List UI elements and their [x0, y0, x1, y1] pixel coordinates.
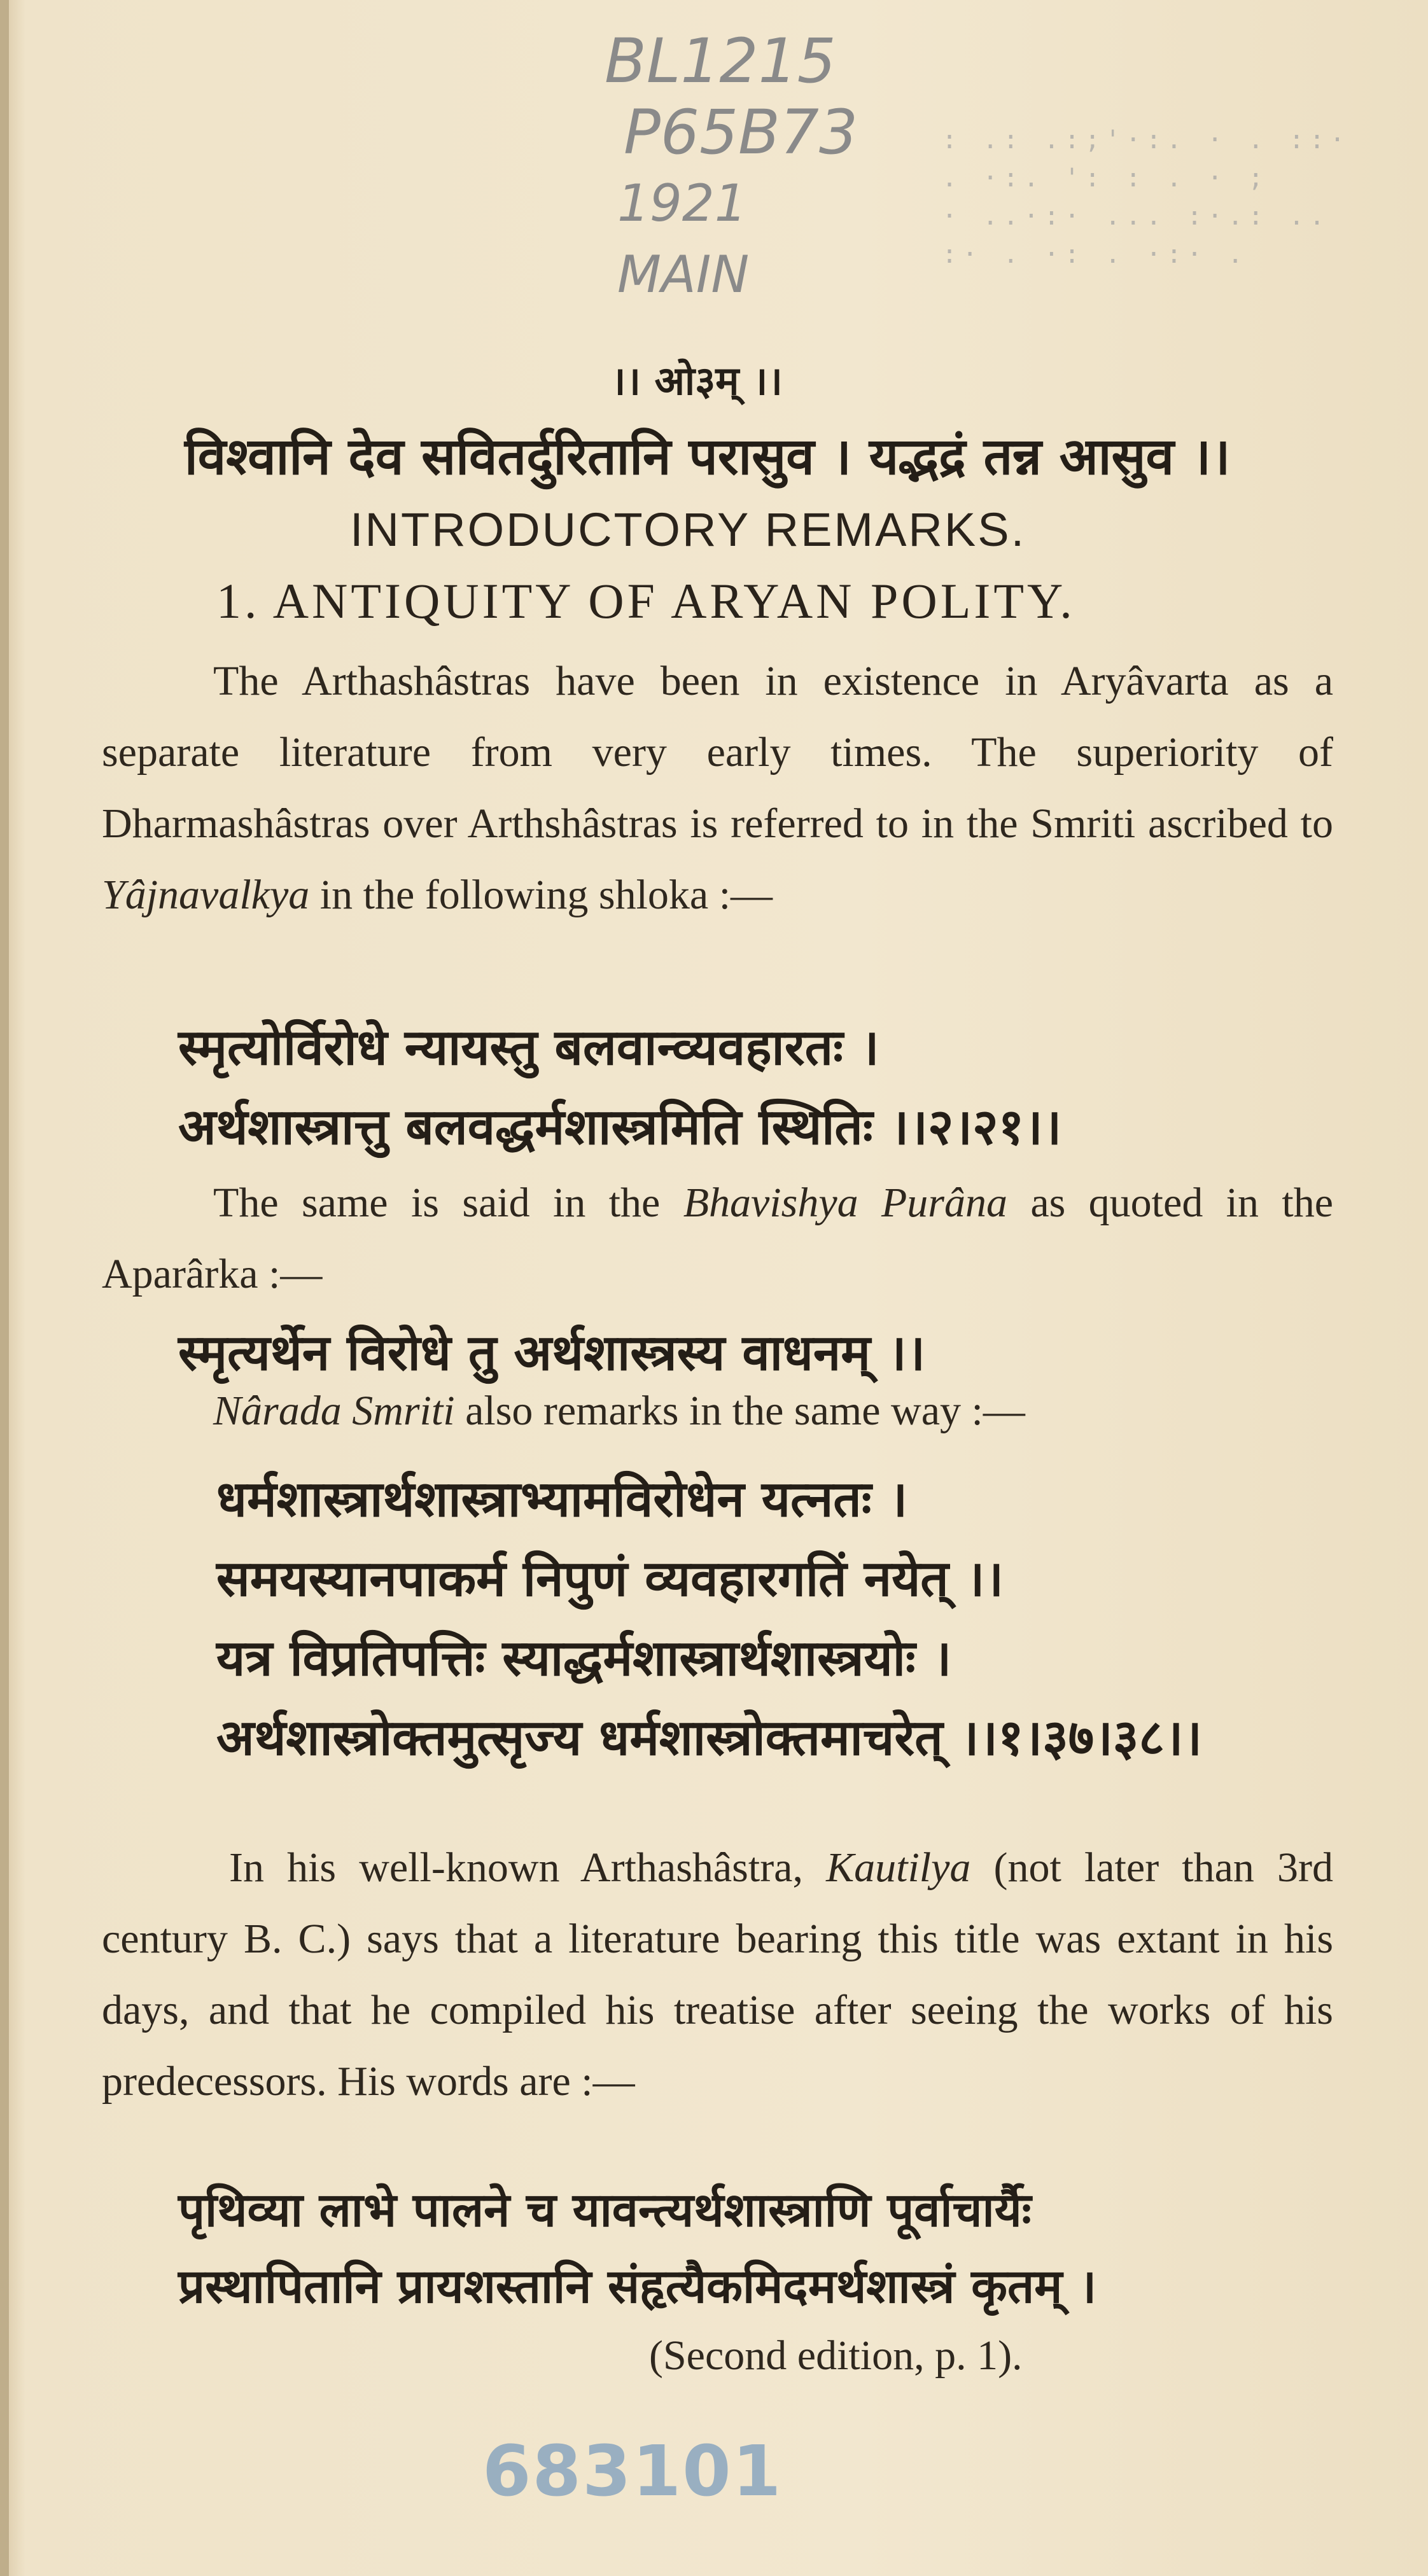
source-name: Bhavishya Purâna — [683, 1180, 1007, 1226]
shloka-line: अर्थशास्त्रोक्तमुत्सृज्य धर्मशास्त्रोक्तमाचरेत् ।।१।३७।३८।। — [216, 1709, 1203, 1767]
pencil-note: P65B73 — [624, 97, 858, 168]
shloka-line: पृथिव्या लाभे पालने च यावन्त्यर्थशास्त्राणि पूर्वाचार्यैः — [178, 2183, 1032, 2238]
paragraph-text: also remarks in the same way :— — [454, 1388, 1025, 1434]
shloka-line: प्रस्थापितानि प्रायशस्तानि संहृत्यैकमिदमर्थशास्त्रं कृतम् । — [178, 2259, 1097, 2314]
paragraph-text: The same is said in the — [213, 1180, 683, 1226]
shloka-line: समयस्यानपाकर्म निपुणं व्यवहारगतिं नयेत् ।। — [216, 1550, 1004, 1608]
vedic-invocation: विश्वानि देव सवितर्दुरितानि परासुव । यद्भद्रं तन्न आसुव ।। — [185, 427, 1231, 486]
paragraph-3 — [213, 1387, 1025, 1435]
paragraph-text: (not later than 3rd century B. C.) says that a literature bearing this title was extant in his days, and that he compiled his treatise after seeing the works of his predecessors. His words are :— — [102, 1844, 1333, 2105]
shloka-line: यत्र विप्रतिपत्तिः स्याद्धर्मशास्त्रार्थशास्त्रयोः । — [216, 1630, 952, 1687]
paragraph-4 — [102, 1832, 1333, 2117]
shloka-line: स्मृत्यर्थेन विरोधे तु अर्थशास्त्रस्य वाधनम् ।। — [178, 1325, 926, 1382]
source-name: Nârada Smriti — [213, 1388, 455, 1434]
paragraph-text: in the following shloka :— — [309, 872, 773, 918]
author-name: Yâjnavalkya — [102, 872, 310, 918]
paragraph-text: The Arthashâstras have been in existence in Aryâvarta as a separate literature from very early times. The superiority of Dharmashâstras over Arthshâstras is referred to in the Smriti ascribed to — [102, 658, 1333, 847]
page-edge — [0, 0, 9, 2576]
shloka-line: धर्मशास्त्रार्थशास्त्राभ्यामविरोधेन यत्नतः । — [216, 1471, 908, 1528]
pencil-note: 1921 — [617, 174, 747, 233]
om-invocation: ।। ओ३म् ।। — [611, 358, 783, 404]
paragraph-1 — [102, 646, 1333, 931]
pencil-call-number — [605, 25, 858, 310]
paragraph-text: as quoted in the Aparârka :— — [102, 1180, 1333, 1297]
paragraph-2 — [102, 1167, 1333, 1310]
shloka-line: अर्थशास्त्रात्तु बलवद्धर्मशास्त्रमिति स्थितिः ।।२।२१।। — [178, 1099, 1062, 1156]
citation: (Second edition, p. 1). — [649, 2332, 1023, 2379]
shloka-line: स्मृत्योर्विरोधे न्यायस्तु बलवान्व्यवहारतः । — [178, 1019, 879, 1076]
paragraph-text: In his well-known Arthashâstra, — [229, 1844, 827, 1891]
section-heading: 1. ANTIQUITY OF ARYAN POLITY. — [216, 573, 1075, 629]
pencil-note: BL1215 — [605, 25, 836, 97]
library-accession-stamp: 683101 — [482, 2430, 783, 2512]
chapter-heading: INTRODUCTORY REMARKS. — [350, 503, 1026, 556]
pencil-note: MAIN — [617, 245, 750, 304]
bleed-through-speckle: : .: .:;'·:. · . ::· . ·:. ': : . · ; · ..·:· ... :·.: .. :· . ·: . ·:· . — [942, 125, 1350, 269]
author-name: Kautilya — [826, 1844, 971, 1891]
